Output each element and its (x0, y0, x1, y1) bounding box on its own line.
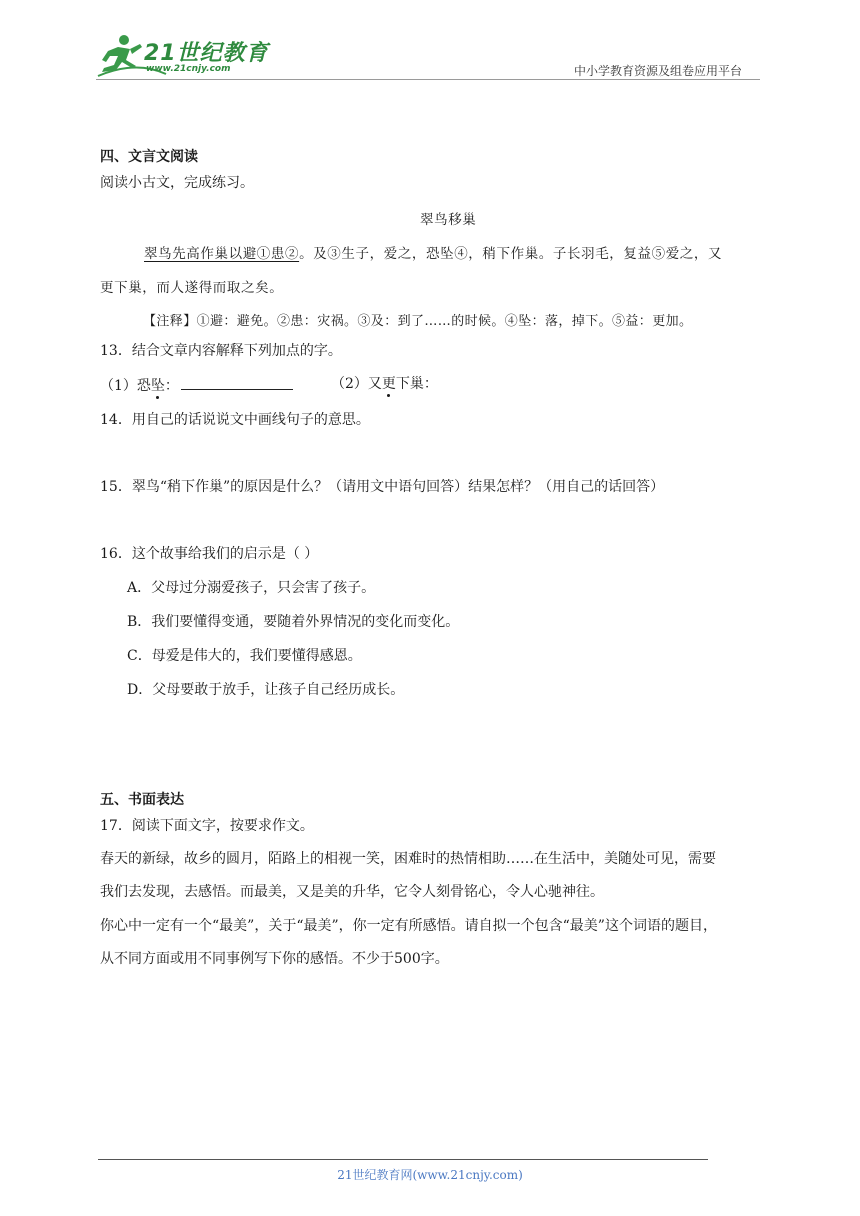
question-13-part-2 (331, 376, 438, 393)
section-four-instruction: 阅读小古文，完成练习。 (100, 175, 254, 191)
q13-1-suffix: ： (164, 378, 179, 394)
prompt-para-2-line-1: 你心中一定有一个“最美”，关于“最美”，你一定有所感悟。请自拟一个包含“最美”这个词语的题目， (100, 918, 717, 934)
question-14: 14．用自己的话说说文中画线句子的意思。 (100, 412, 370, 428)
option-a[interactable]: A．父母过分溺爱孩子，只会害了孩子。 (127, 580, 376, 596)
passage-line-2: 更下巢，而人遂得而取之矣。 (100, 280, 284, 296)
question-17: 17．阅读下面文字，按要求作文。 (100, 818, 314, 834)
q13-2-dotted-char: 更 (381, 376, 396, 392)
footer-divider (98, 1159, 708, 1160)
prompt-para-1-line-1: 春天的新绿，故乡的圆月，陌路上的相视一笑，困难时的热情相助……在生活中，美随处可见，需要 (100, 851, 716, 867)
logo-text: 21世纪教育 (144, 41, 269, 66)
prompt-para-2-line-2: 从不同方面或用不同事例写下你的感悟。不少于500字。 (100, 951, 449, 967)
question-13: 13．结合文章内容解释下列加点的字。 (100, 343, 342, 359)
question-15: 15．翠鸟“稍下作巢”的原因是什么？（请用文中语句回答）结果怎样？（用自己的话回答） (100, 479, 665, 495)
option-c[interactable]: C．母爱是伟大的，我们要懂得感恩。 (127, 648, 362, 664)
header-divider (96, 79, 760, 80)
question-13-part-1 (100, 376, 293, 395)
q13-2-prefix: （2）又 (331, 376, 382, 392)
header-platform-text: 中小学教育资源及组卷应用平台 (574, 64, 743, 78)
q13-2-suffix: 下巢： (395, 376, 438, 392)
passage-line-1 (144, 242, 722, 262)
section-five-title: 五、书面表达 (100, 792, 184, 808)
logo-url-text: www.21cnjy.com (146, 64, 231, 74)
passage-line-1-rest: 。及③生子，爱之，恐坠④，稍下作巢。子长羽毛，复益⑤爱之，又 (299, 246, 723, 262)
passage-notes: 【注释】①避：避免。②患：灾祸。③及：到了……的时候。④坠：落，掉下。⑤益：更加。 (143, 314, 693, 329)
q13-1-dotted-char: 坠 (150, 378, 165, 394)
section-four-title: 四、文言文阅读 (100, 149, 198, 165)
option-b[interactable]: B．我们要懂得变通，要随着外界情况的变化而变化。 (127, 614, 460, 630)
option-d[interactable]: D．父母要敢于放手，让孩子自己经历成长。 (127, 682, 405, 698)
q13-1-prefix: （1）恐 (100, 378, 151, 394)
footer-link[interactable]: 21世纪教育网(www.21cnjy.com) (337, 1168, 523, 1182)
passage-title: 翠鸟移巢 (420, 212, 477, 228)
underlined-sentence: 翠鸟先高作巢以避①患② (144, 246, 300, 262)
answer-blank-13-1[interactable] (181, 376, 293, 390)
question-16: 16．这个故事给我们的启示是（ ） (100, 546, 319, 562)
prompt-para-1-line-2: 我们去发现，去感悟。而最美，又是美的升华，它令人刻骨铭心，令人心驰神往。 (100, 884, 604, 900)
